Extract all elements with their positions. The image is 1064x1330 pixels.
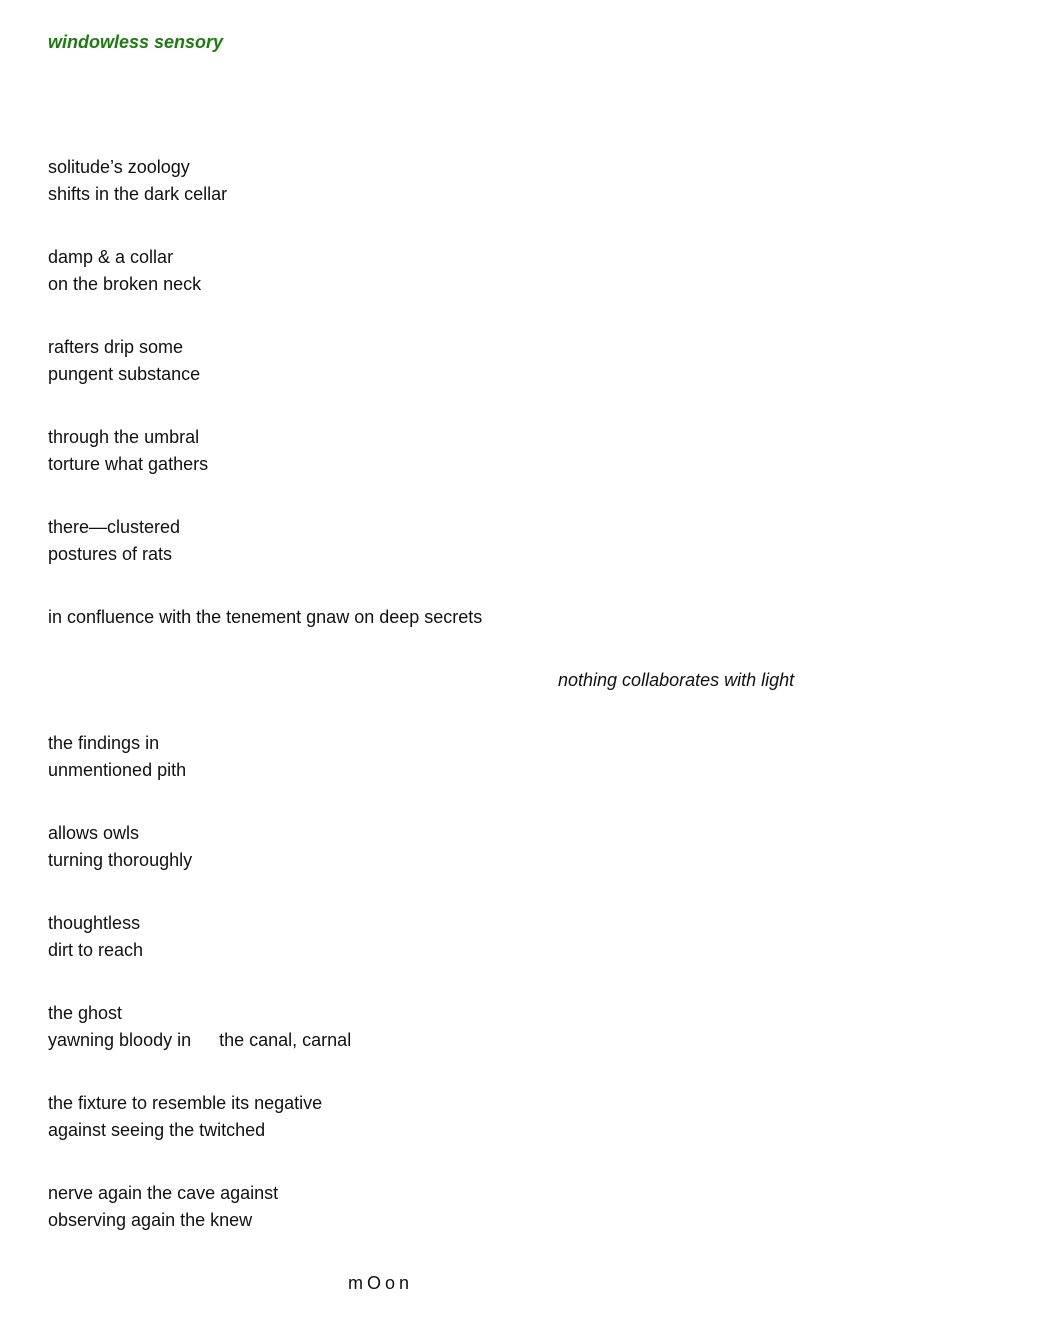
- poem-line: against seeing the twitched: [48, 1120, 266, 1140]
- stanza: [48, 730, 186, 784]
- stanza: [48, 424, 208, 478]
- poem-line: torture what gathers: [48, 454, 209, 474]
- poem-line: dirt to reach: [48, 940, 144, 960]
- poem-line: rafters drip some: [48, 337, 184, 357]
- poem-line: on the broken neck: [48, 274, 202, 294]
- stanza: [48, 1090, 322, 1144]
- stanza: [48, 154, 227, 208]
- poem-line: thoughtless: [48, 913, 141, 933]
- stanza: [48, 1180, 278, 1234]
- poem-line: damp & a collar: [48, 247, 174, 267]
- poem-line: the fixture to resemble its negative: [48, 1093, 323, 1113]
- poem-line: shifts in the dark cellar: [48, 184, 228, 204]
- stanza: [48, 1000, 351, 1054]
- stanza: [48, 334, 200, 388]
- poem-line: the findings in: [48, 733, 160, 753]
- poem-line: unmentioned pith: [48, 760, 187, 780]
- stanza: [48, 514, 180, 568]
- poem-line: solitude’s zoology: [48, 157, 190, 177]
- closing-word: mOon: [348, 1273, 414, 1293]
- stanza: [48, 604, 482, 631]
- poem-line: observing again the knew: [48, 1210, 253, 1230]
- poem-title: windowless sensory: [48, 32, 224, 52]
- stanza: [48, 820, 192, 874]
- poem-line: the ghost: [48, 1003, 123, 1023]
- poem-line-part: the canal, carnal: [219, 1030, 352, 1050]
- poem-line: in confluence with the tenement gnaw on deep secrets: [48, 607, 483, 627]
- stanza: [48, 910, 143, 964]
- poem-line: turning thoroughly: [48, 850, 193, 870]
- poem-line: there—clustered: [48, 517, 181, 537]
- poem-line-part: yawning bloody in: [48, 1030, 192, 1050]
- poem-line: pungent substance: [48, 364, 201, 384]
- poem-line: through the umbral: [48, 427, 200, 447]
- poem-line: [48, 1027, 351, 1054]
- poem-line: allows owls: [48, 823, 140, 843]
- poem-line: postures of rats: [48, 544, 173, 564]
- stanza: [48, 244, 201, 298]
- poem-line: nerve again the cave against: [48, 1183, 279, 1203]
- indented-italic-line: nothing collaborates with light: [558, 670, 795, 690]
